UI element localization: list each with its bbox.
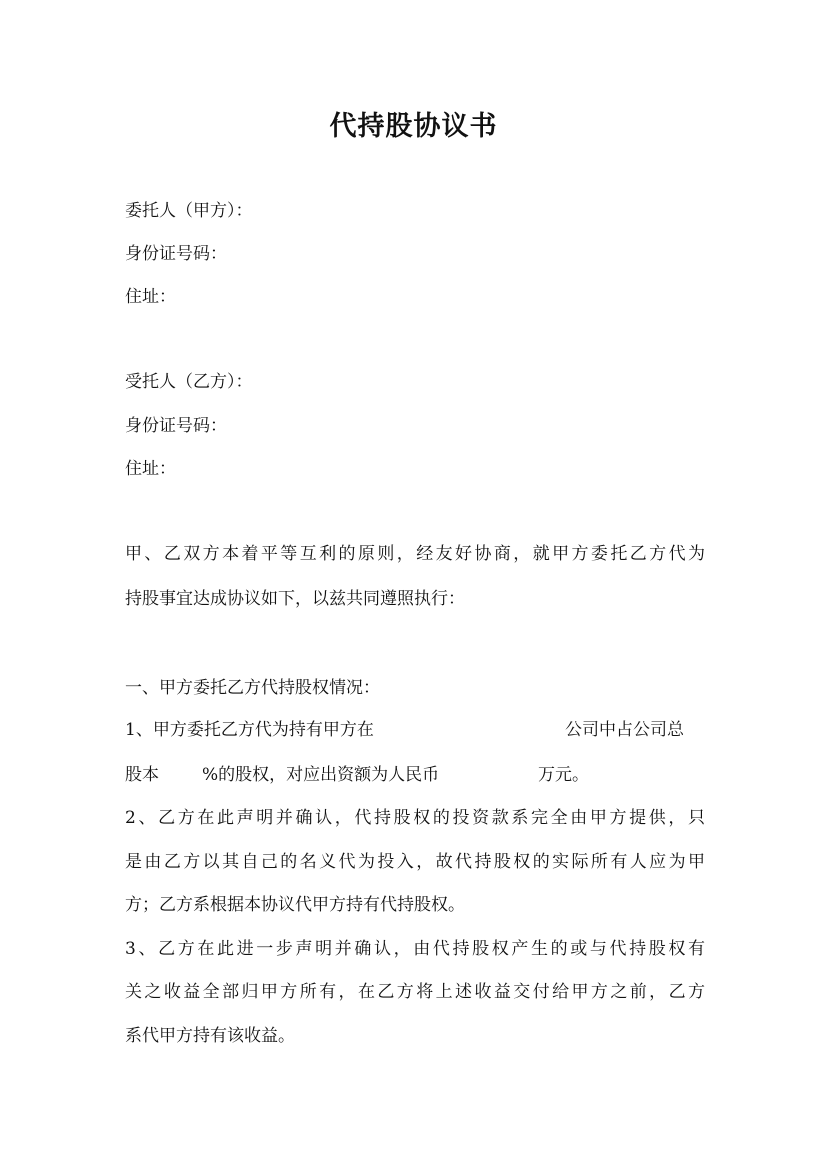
clause-2-line: 是由乙方以其自己的名义代为投入，故代持股权的实际所有人应为甲	[125, 852, 705, 872]
clause-3-line: 3、乙方在此进一步声明并确认，由代持股权产生的或与代持股权有	[125, 939, 705, 959]
intro-line: 持股事宜达成协议如下，以兹共同遵照执行：	[125, 589, 465, 609]
clause-1-line-1	[125, 718, 705, 742]
clause-3-line: 关之收益全部归甲方所有，在乙方将上述收益交付给甲方之前，乙方	[125, 982, 705, 1002]
clause-3-line: 系代甲方持有该收益。	[125, 1026, 295, 1046]
clause-1-text: 股本	[125, 765, 159, 785]
party-a-label: 委托人（甲方）：	[125, 201, 253, 221]
party-b-id-label: 身份证号码：	[125, 416, 227, 436]
intro-line: 甲、乙双方本着平等互利的原则，经友好协商，就甲方委托乙方代为	[125, 544, 705, 564]
party-a-address-label: 住址：	[125, 287, 176, 307]
party-b-label: 受托人（乙方）：	[125, 372, 253, 392]
document-title: 代持股协议书	[329, 111, 498, 142]
clause-2-line: 方；乙方系根据本协议代甲方持有代持股权。	[125, 895, 465, 915]
party-b-address-label: 住址：	[125, 459, 176, 479]
clause-1-text: %的股权，对应出资额为人民币	[202, 765, 440, 785]
clause-1-text: 万元。	[538, 765, 589, 785]
clause-1-text: 公司中占公司总	[565, 720, 684, 740]
section-heading: 一、甲方委托乙方代持股权情况：	[125, 678, 380, 698]
party-a-id-label: 身份证号码：	[125, 244, 227, 264]
clause-1-line-2	[125, 763, 705, 787]
clause-2-line: 2、乙方在此声明并确认，代持股权的投资款系完全由甲方提供，只	[125, 808, 705, 828]
clause-1-text: 1、甲方委托乙方代为持有甲方在	[125, 720, 374, 740]
